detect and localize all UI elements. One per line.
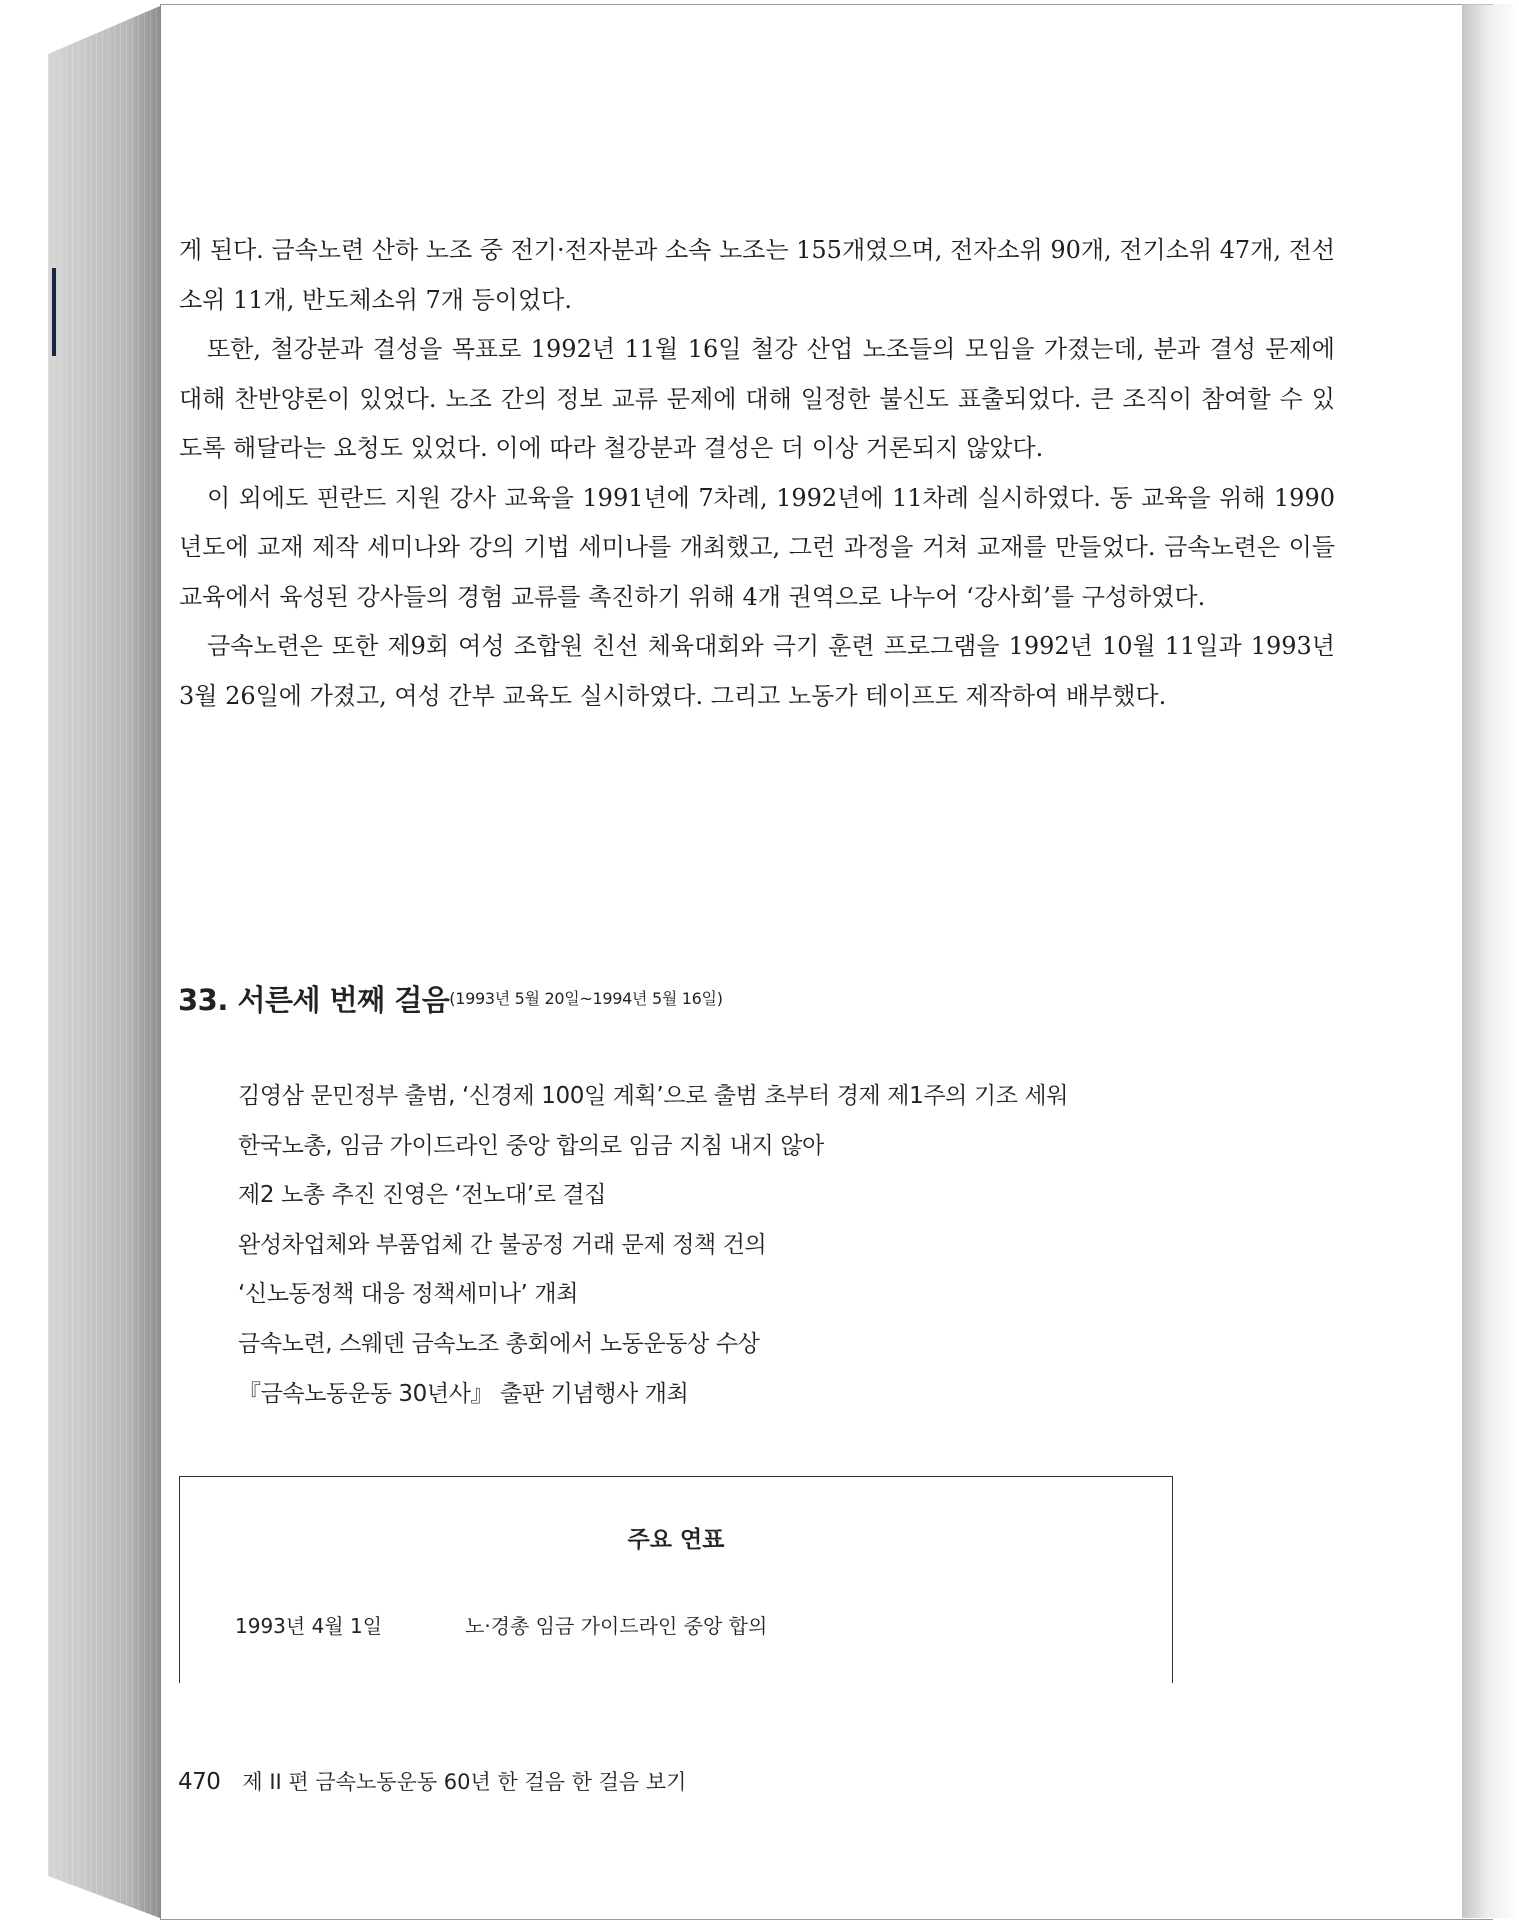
summary-item: 금속노련, 스웨덴 금속노조 총회에서 노동운동상 수상 — [238, 1330, 760, 1357]
summary-item: 제2 노총 추진 진영은 ‘전노대’로 결집 — [238, 1182, 607, 1209]
body-paragraph-2: 또한, 철강분과 결성을 목표로 1992년 11월 16일 철강 산업 노조들의 모임을 가졌는데, 분과 결성 문제에 대해 찬반양론이 있었다. 노조 간의 정보 교류 문제에 대해 일정한 불신도 표출되었다. 큰 조직이 참여할 수 있도록 해달라는 요청도 있었다. 이에 따라 철강분과 결성은 더 이상 거론되지 않았다. — [179, 335, 1335, 462]
book-page-edges — [48, 6, 160, 1918]
summary-list — [238, 1072, 1068, 1419]
section-dates: (1993년 5월 20일~1994년 5월 16일) — [449, 989, 723, 1008]
page-number: 470 — [178, 1769, 221, 1795]
timeline-event: 노·경총 임금 가이드라인 중앙 합의 — [465, 1614, 768, 1638]
body-paragraph-3: 이 외에도 핀란드 지원 강사 교육을 1991년에 7차례, 1992년에 11차례 실시하였다. 동 교육을 위해 1990년도에 교재 제작 세미나와 강의 기법 세미나를 개최했고, 그런 과정을 거쳐 교재를 만들었다. 금속노련은 이들 교육에서 육성된 강사들의 경험 교류를 촉진하기 위해 4개 권역으로 나누어 ‘강사회’를 구성하였다. — [179, 483, 1335, 611]
body-text — [179, 226, 1335, 721]
timeline-date: 1993년 4월 1일 — [235, 1614, 383, 1638]
summary-item: 김영삼 문민정부 출범, ‘신경제 100일 계획’으로 출범 초부터 경제 제1주의 기조 세워 — [238, 1083, 1069, 1109]
section-title: 33. 서른세 번째 걸음 — [178, 983, 450, 1017]
page-footer — [178, 1766, 686, 1796]
timeline-row — [235, 1610, 767, 1639]
summary-item: 완성차업체와 부품업체 간 불공정 거래 문제 정책 건의 — [238, 1231, 767, 1258]
timeline-box — [179, 1476, 1173, 1683]
page-gutter-shadow — [1462, 4, 1519, 1918]
body-paragraph-4: 금속노련은 또한 제9회 여성 조합원 친선 체육대회와 극기 훈련 프로그램을 1992년 10월 11일과 1993년 3월 26일에 가졌고, 여성 간부 교육도 실시하였다. 그리고 노동가 테이프도 제작하여 배부했다. — [179, 632, 1335, 710]
part-label: 제 II 편 금속노동운동 60년 한 걸음 한 걸음 보기 — [242, 1770, 687, 1794]
timeline-title: 주요 연표 — [627, 1527, 725, 1553]
bookmark-ribbon — [52, 268, 56, 356]
summary-item: 『금속노동운동 30년사』 출판 기념행사 개최 — [238, 1380, 689, 1407]
section-heading — [178, 978, 723, 1019]
body-paragraph-1: 게 된다. 금속노련 산하 노조 중 전기·전자분과 소속 노조는 155개였으며, 전자소위 90개, 전기소위 47개, 전선소위 11개, 반도체소위 7개 등이었다. — [179, 236, 1336, 314]
summary-item: 한국노총, 임금 가이드라인 중앙 합의로 임금 지침 내지 않아 — [238, 1132, 824, 1159]
summary-item: ‘신노동정책 대응 정책세미나’ 개최 — [238, 1281, 579, 1308]
